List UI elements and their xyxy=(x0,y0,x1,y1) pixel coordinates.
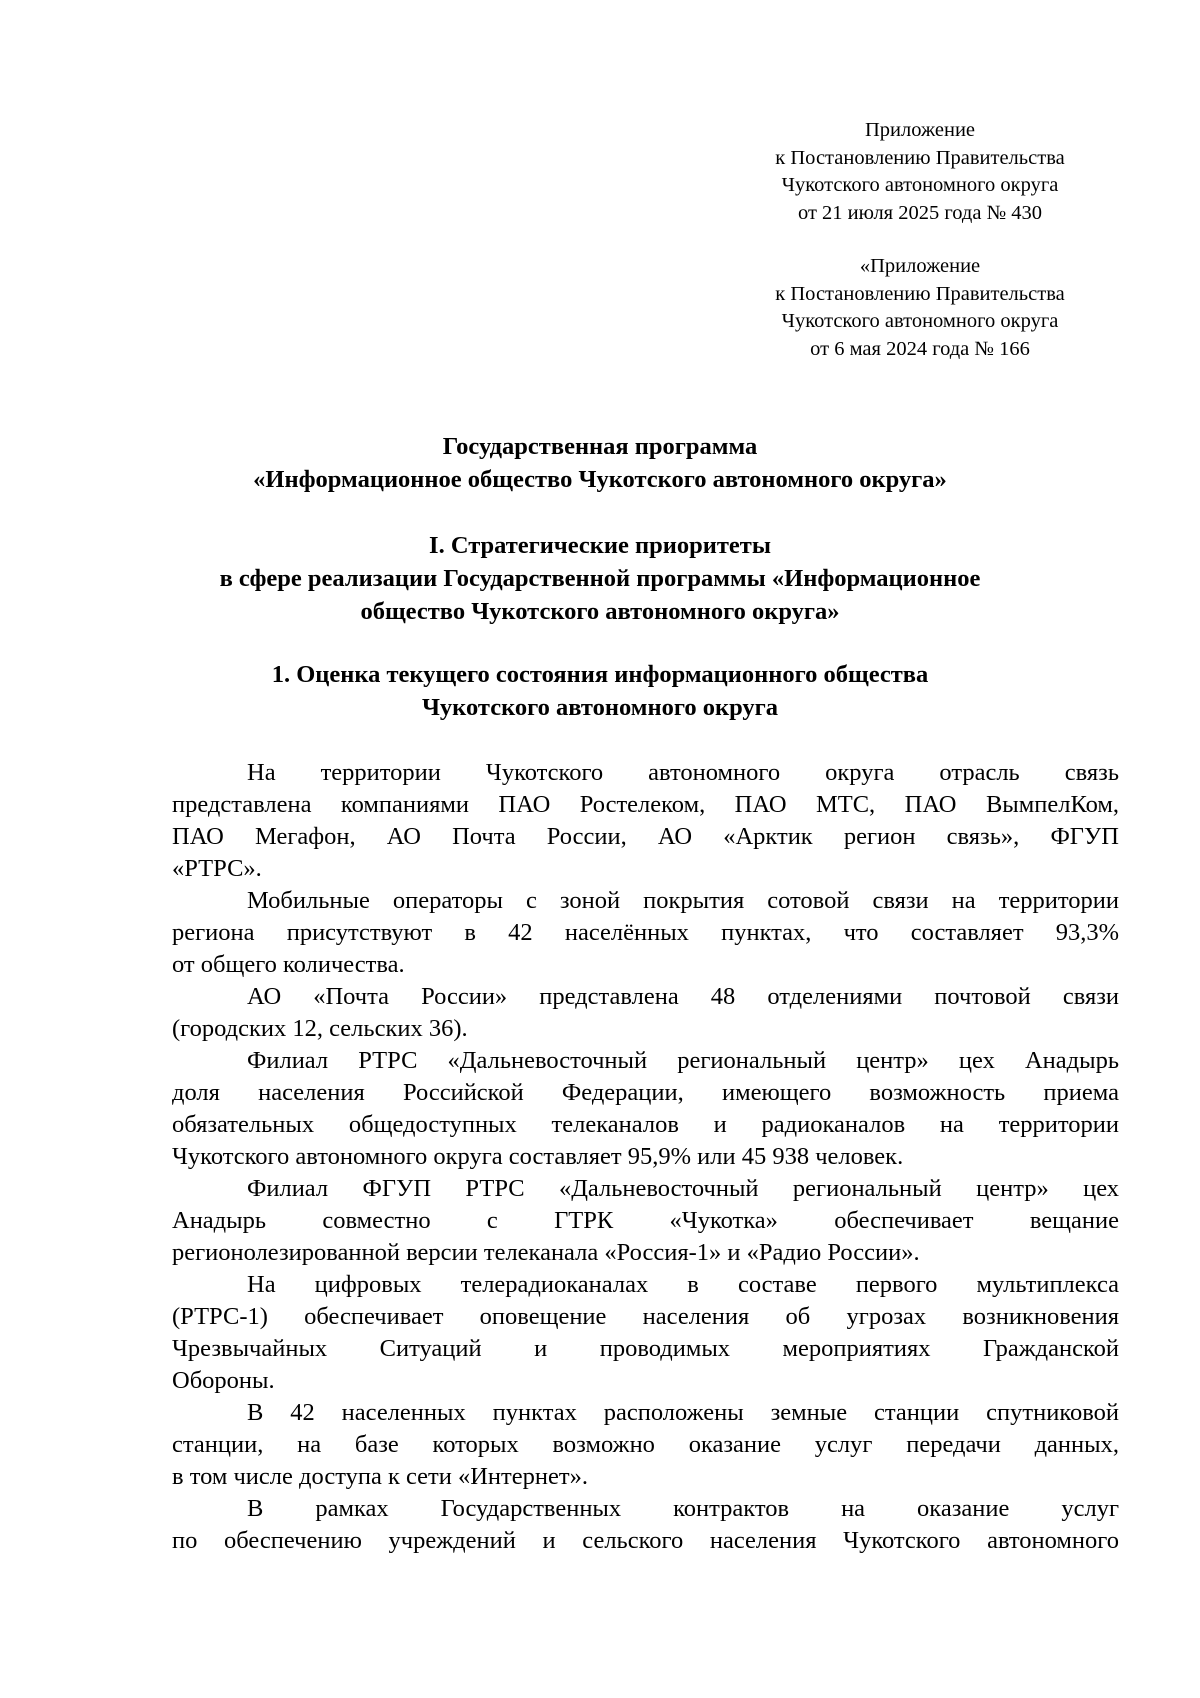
paragraph-line: Чукотского автономного округа составляет 95,9% или 45 938 человек. xyxy=(172,1143,904,1170)
appendix-line: Приложение xyxy=(864,119,976,141)
paragraph-line: регионолезированной версии телеканала «Россия-1» и «Радио России». xyxy=(172,1239,920,1266)
program-title xyxy=(0,430,1200,496)
paragraph-line: В рамках Государственных контрактов на оказание услуг xyxy=(247,1495,1119,1522)
appendix-line: от 21 июля 2025 года № 430 xyxy=(797,201,1043,224)
paragraph-line: (РТРС-1) обеспечивает оповещение населения об угрозах возникновения xyxy=(172,1303,1119,1330)
paragraph-line: доля населения Российской Федерации, имеющего возможность приема xyxy=(172,1079,1119,1106)
paragraph-line: На территории Чукотского автономного округа отрасль связь xyxy=(247,759,1119,786)
body-text xyxy=(172,757,1119,1557)
heading-line: «Информационное общество Чукотского автономного округа» xyxy=(253,466,947,493)
paragraph-line: ПАО Мегафон, АО Почта России, АО «Арктик регион связь», ФГУП xyxy=(172,823,1119,850)
paragraph-line: Филиал РТРС «Дальневосточный региональный центр» цех Анадырь xyxy=(247,1047,1119,1074)
appendix-header-current xyxy=(700,117,1140,227)
heading-line: I. Стратегические приоритеты xyxy=(429,532,771,559)
heading-line: общество Чукотского автономного округа» xyxy=(360,598,840,625)
paragraph-line: В 42 населенных пунктах расположены земные станции спутниковой xyxy=(247,1399,1119,1426)
appendix-line: от 6 мая 2024 года № 166 xyxy=(810,337,1030,360)
paragraph-line: региона присутствуют в 42 населённых пунктах, что составляет 93,3% xyxy=(172,919,1119,946)
paragraph-line: (городских 12, сельских 36). xyxy=(172,1015,468,1042)
appendix-line: Чукотского автономного округа xyxy=(781,174,1059,196)
paragraph-line: по обеспечению учреждений и сельского населения Чукотского автономного xyxy=(172,1527,1119,1554)
paragraph-line: Обороны. xyxy=(172,1367,275,1394)
heading-line: в сфере реализации Государственной программы «Информационное xyxy=(219,565,981,592)
paragraph-line: АО «Почта России» представлена 48 отделениями почтовой связи xyxy=(247,983,1119,1010)
paragraph-line: Мобильные операторы с зоной покрытия сотовой связи на территории xyxy=(247,887,1119,914)
heading-line: Чукотского автономного округа xyxy=(421,694,779,721)
appendix-line: к Постановлению Правительства xyxy=(775,146,1065,169)
paragraph-line: Чрезвычайных Ситуаций и проводимых мероприятиях Гражданской xyxy=(172,1335,1119,1362)
appendix-line: «Приложение xyxy=(859,255,981,277)
appendix-line: к Постановлению Правительства xyxy=(775,282,1065,305)
paragraph-line: обязательных общедоступных телеканалов и радиоканалов на территории xyxy=(172,1111,1119,1138)
paragraph-line: На цифровых телерадиоканалах в составе первого мультиплекса xyxy=(247,1271,1119,1298)
paragraph-line: Анадырь совместно с ГТРК «Чукотка» обеспечивает вещание xyxy=(172,1207,1119,1234)
paragraph-line: станции, на базе которых возможно оказание услуг передачи данных, xyxy=(172,1431,1119,1458)
paragraph-line: Филиал ФГУП РТРС «Дальневосточный региональный центр» цех xyxy=(247,1175,1119,1202)
appendix-header-previous xyxy=(700,253,1140,363)
paragraph-line: в том числе доступа к сети «Интернет». xyxy=(172,1463,588,1490)
appendix-line: Чукотского автономного округа xyxy=(781,310,1059,332)
heading-line: 1. Оценка текущего состояния информационного общества xyxy=(271,661,929,688)
paragraph-line: от общего количества. xyxy=(172,951,405,978)
subsection-title xyxy=(0,658,1200,724)
paragraph-line: представлена компаниями ПАО Ростелеком, ПАО МТС, ПАО ВымпелКом, xyxy=(172,791,1119,818)
paragraph-line: «РТРС». xyxy=(172,855,262,882)
section-title xyxy=(0,529,1200,628)
heading-line: Государственная программа xyxy=(442,433,758,460)
